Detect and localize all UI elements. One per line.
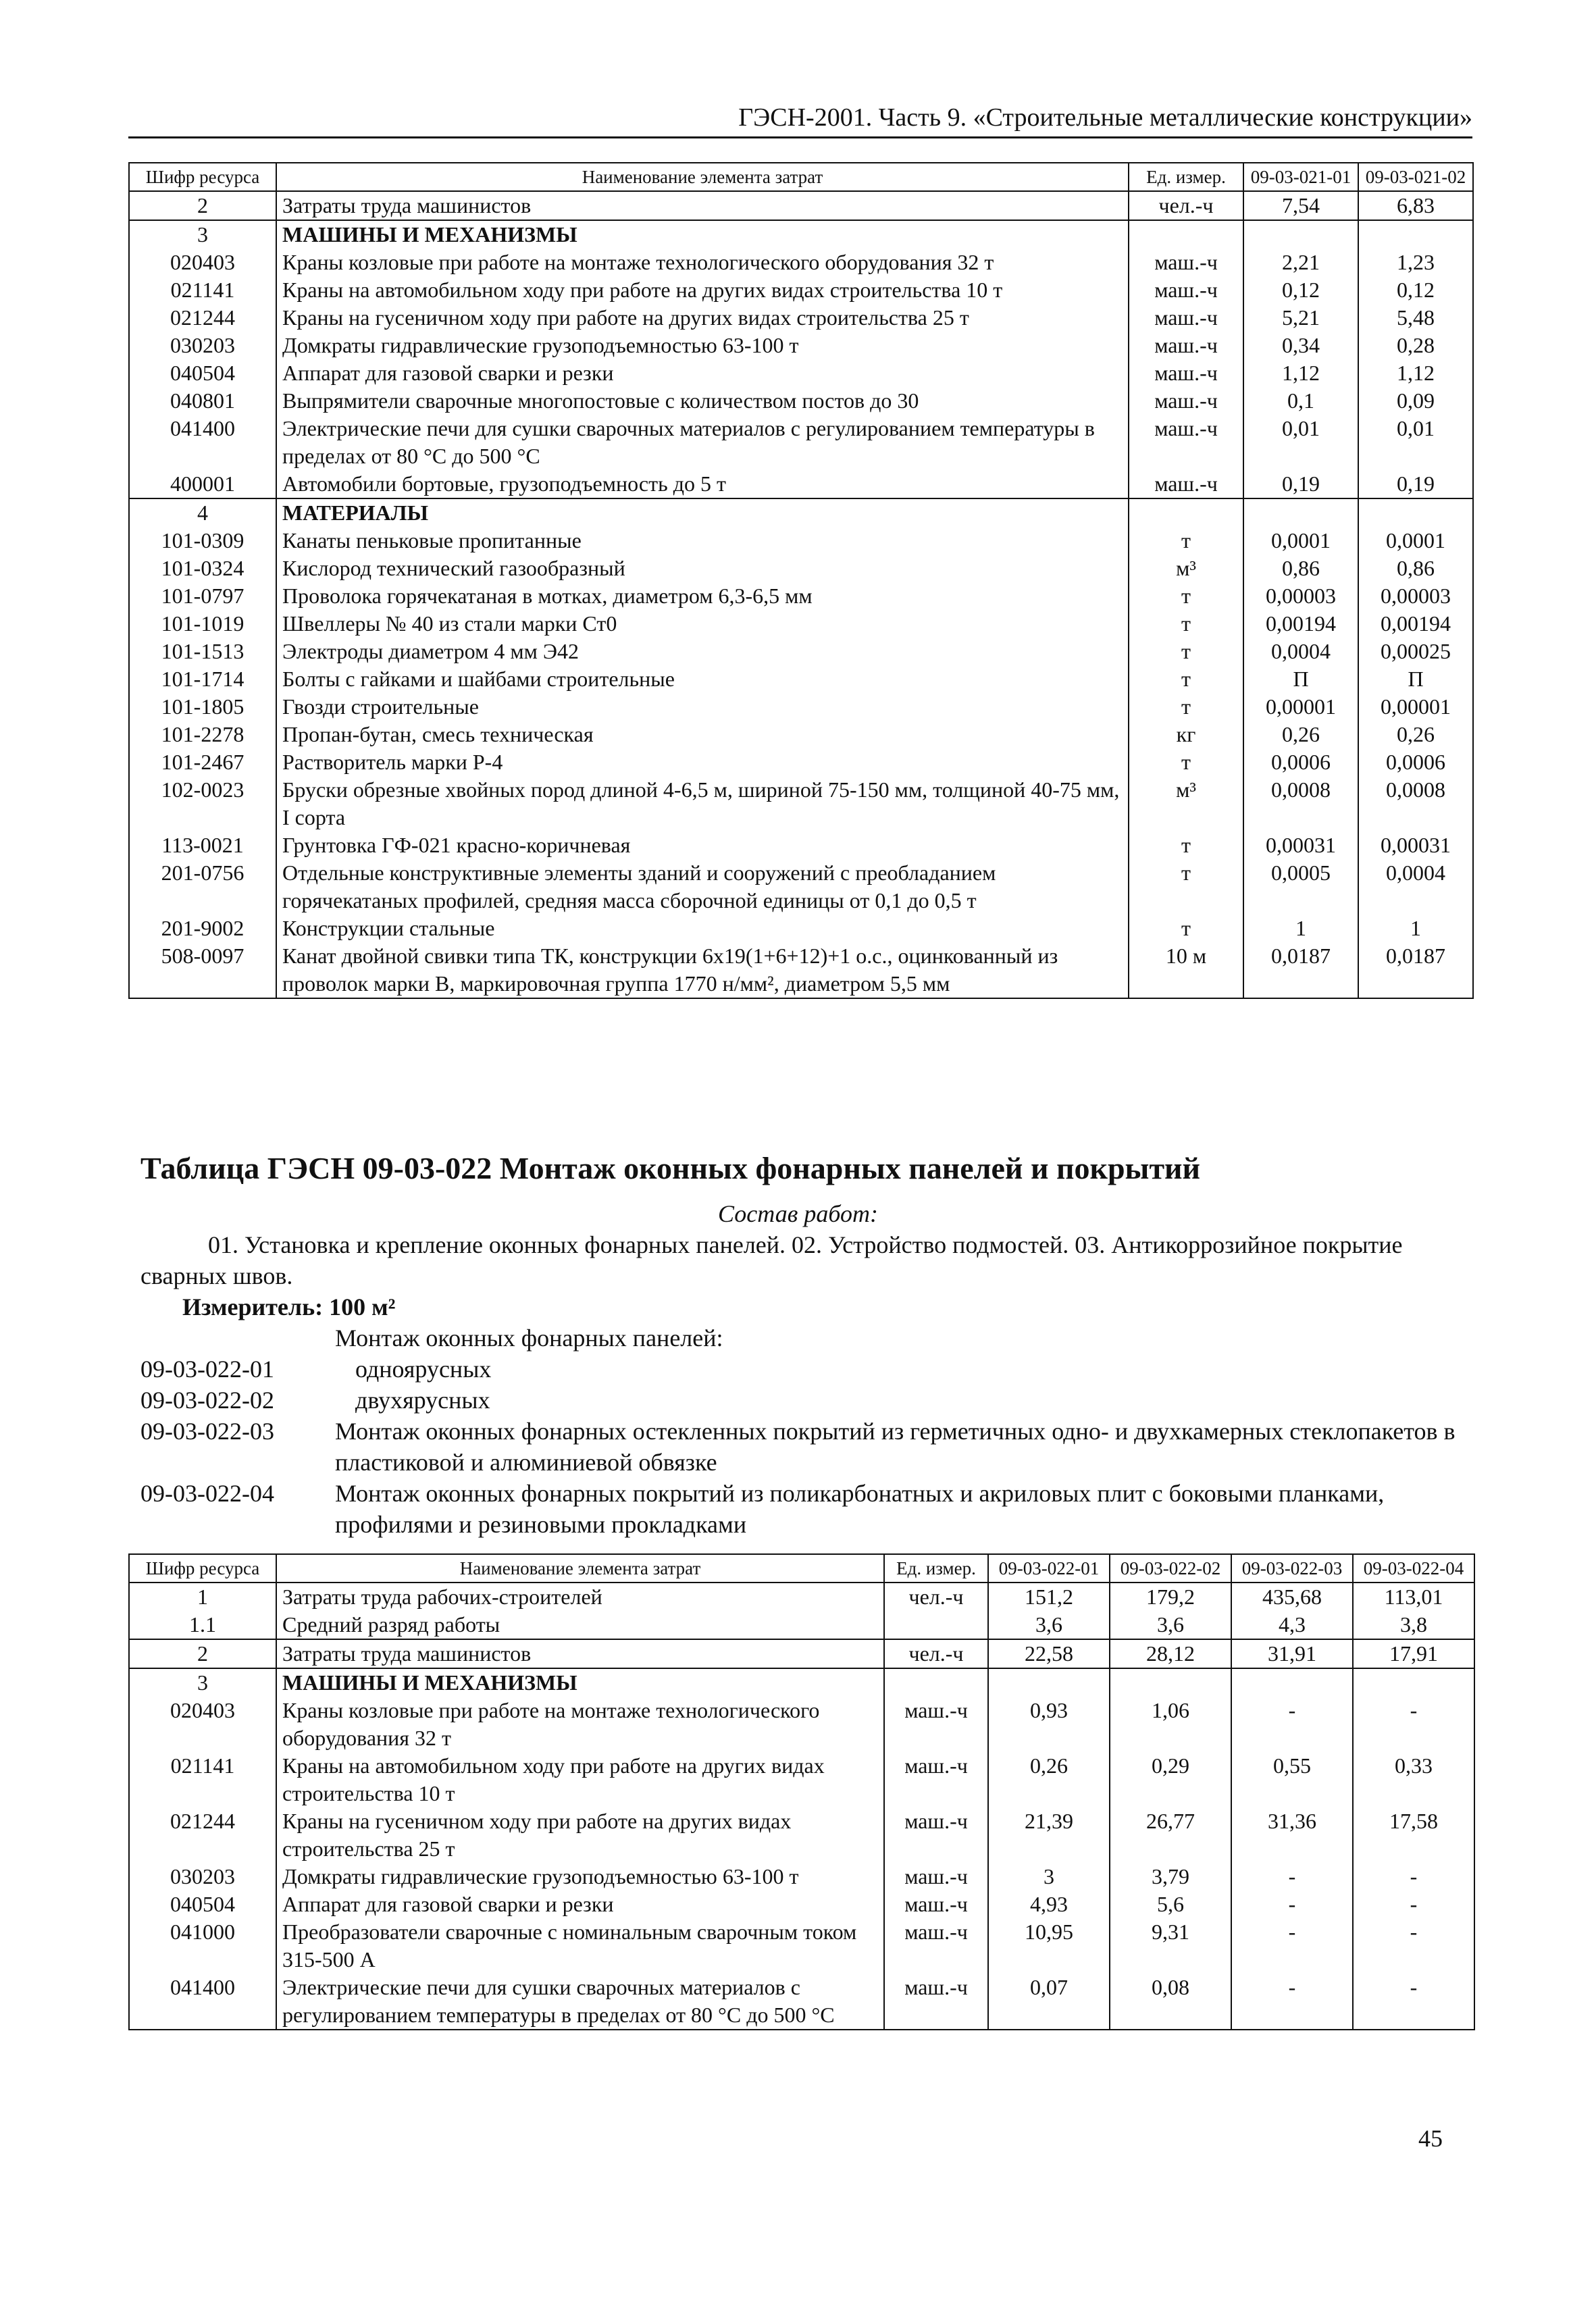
- norm-value-cell: 0,93: [988, 1697, 1110, 1752]
- unit-cell: маш.-ч: [884, 1752, 988, 1807]
- unit-cell: маш.-ч: [1129, 387, 1243, 415]
- norm-value-cell: 0,29: [1110, 1752, 1231, 1807]
- norm-value-cell: 0,86: [1243, 555, 1358, 582]
- norm-value-cell: 4,93: [988, 1891, 1110, 1918]
- resource-code-cell: 101-1805: [129, 693, 276, 721]
- norm-value-cell: 1,12: [1358, 359, 1473, 387]
- unit-cell: т: [1129, 582, 1243, 610]
- table-row: [129, 915, 1473, 942]
- resource-code-cell: 201-0756: [129, 859, 276, 915]
- norm-code: 09-03-022-04: [140, 1480, 274, 1507]
- unit-of-measure: Измеритель: 100 м²: [182, 1293, 396, 1320]
- norm-value-cell: 0,0187: [1358, 942, 1473, 998]
- norm-value-cell: 0,0187: [1243, 942, 1358, 998]
- norm-value-cell: [1243, 220, 1358, 249]
- cost-element-cell: Средний разряд работы: [276, 1611, 884, 1639]
- unit-cell: т: [1129, 831, 1243, 859]
- resource-code-cell: 101-1714: [129, 665, 276, 693]
- table-body: [129, 1583, 1474, 2030]
- norm-value-cell: 0,00003: [1358, 582, 1473, 610]
- unit-cell: маш.-ч: [1129, 415, 1243, 470]
- norm-value-cell: -: [1231, 1918, 1353, 1974]
- cost-element-cell: Бруски обрезные хвойных пород длиной 4-6,5 м, шириной 75-150 мм, толщиной 40-75 мм, I сорта: [276, 776, 1129, 831]
- table-section-title: Таблица ГЭСН 09-03-022 Монтаж оконных фонарных панелей и покрытий: [140, 1151, 1201, 1185]
- cost-element-cell: Болты с гайками и шайбами строительные: [276, 665, 1129, 693]
- norm-value-cell: 0,00001: [1243, 693, 1358, 721]
- resource-code-cell: 3: [129, 1668, 276, 1697]
- table-body: [129, 191, 1473, 998]
- unit-cell: маш.-ч: [884, 1697, 988, 1752]
- unit-cell: чел.-ч: [1129, 191, 1243, 220]
- resource-code-cell: 040801: [129, 387, 276, 415]
- table-row: [129, 1918, 1474, 1974]
- norm-value-cell: 0,0001: [1243, 527, 1358, 555]
- norm-value-cell: [1110, 1668, 1231, 1697]
- resource-code-cell: 030203: [129, 332, 276, 359]
- col-header-code: Шифр ресурса: [129, 1554, 276, 1583]
- norm-value-cell: 0,28: [1358, 332, 1473, 359]
- cost-element-cell: Электрические печи для сушки сварочных материалов с регулированием температуры в пределах от 80 °С до 500 °С: [276, 415, 1129, 470]
- page-header-title: ГЭСН-2001. Часть 9. «Строительные металлические конструкции»: [738, 103, 1472, 132]
- resource-code-cell: 400001: [129, 470, 276, 498]
- cost-element-cell: Краны на гусеничном ходу при работе на других видах строительства 25 т: [276, 1807, 884, 1863]
- unit-cell: маш.-ч: [1129, 359, 1243, 387]
- cost-element-cell: Канаты пеньковые пропитанные: [276, 527, 1129, 555]
- norm-value-cell: 3,6: [1110, 1611, 1231, 1639]
- norm-value-cell: 0,12: [1243, 276, 1358, 304]
- norm-value-cell: 0,00194: [1358, 610, 1473, 638]
- table-header-row: [129, 163, 1473, 191]
- resource-code-cell: 3: [129, 220, 276, 249]
- norm-value-cell: 435,68: [1231, 1583, 1353, 1611]
- page-header: [128, 101, 1472, 138]
- unit-cell: т: [1129, 527, 1243, 555]
- resource-code-cell: 4: [129, 498, 276, 527]
- norm-code-description: Монтаж оконных фонарных панелей:: [335, 1325, 723, 1352]
- cost-element-cell: Краны на гусеничном ходу при работе на других видах строительства 25 т: [276, 304, 1129, 332]
- resource-code-cell: 020403: [129, 1697, 276, 1752]
- norm-value-cell: [988, 1668, 1110, 1697]
- norm-value-cell: 31,91: [1231, 1639, 1353, 1668]
- table-row: [129, 1863, 1474, 1891]
- resource-code-cell: 040504: [129, 1891, 276, 1918]
- unit-cell: маш.-ч: [1129, 276, 1243, 304]
- norm-code: 09-03-022-02: [140, 1387, 274, 1414]
- norm-value-cell: 0,00031: [1358, 831, 1473, 859]
- cost-element-cell: Пропан-бутан, смесь техническая: [276, 721, 1129, 748]
- norm-code-description: двухярусных: [355, 1387, 490, 1414]
- unit-cell: маш.-ч: [1129, 332, 1243, 359]
- cost-element-cell: Автомобили бортовые, грузоподъемность до 5 т: [276, 470, 1129, 498]
- norm-value-cell: 0,0008: [1243, 776, 1358, 831]
- unit-cell: т: [1129, 665, 1243, 693]
- resource-code-cell: 2: [129, 1639, 276, 1668]
- resource-code-cell: 101-0324: [129, 555, 276, 582]
- unit-cell: т: [1129, 859, 1243, 915]
- cost-element-cell: Гвозди строительные: [276, 693, 1129, 721]
- cost-element-cell: Грунтовка ГФ-021 красно-коричневая: [276, 831, 1129, 859]
- resource-code-cell: 021141: [129, 1752, 276, 1807]
- composition-heading: Состав работ:: [718, 1200, 878, 1227]
- resource-code-cell: 040504: [129, 359, 276, 387]
- unit-cell: м³: [1129, 776, 1243, 831]
- resource-code-cell: 101-1513: [129, 638, 276, 665]
- cost-element-cell: Выпрямители сварочные многопостовые с количеством постов до 30: [276, 387, 1129, 415]
- norm-value-cell: 1: [1358, 915, 1473, 942]
- norm-value-cell: 113,01: [1353, 1583, 1474, 1611]
- norm-value-cell: [1231, 1668, 1353, 1697]
- norm-code-row: [140, 1354, 1478, 1385]
- cost-element-cell: Электроды диаметром 4 мм Э42: [276, 638, 1129, 665]
- norm-value-cell: -: [1353, 1697, 1474, 1752]
- norm-value-cell: 10,95: [988, 1918, 1110, 1974]
- norm-value-cell: 0,00031: [1243, 831, 1358, 859]
- norm-value-cell: [1358, 220, 1473, 249]
- table-row: [129, 1807, 1474, 1863]
- norm-value-cell: 21,39: [988, 1807, 1110, 1863]
- norm-value-cell: 0,00003: [1243, 582, 1358, 610]
- table-row: [129, 1891, 1474, 1918]
- unit-cell: [884, 1611, 988, 1639]
- cost-element-cell: Аппарат для газовой сварки и резки: [276, 1891, 884, 1918]
- table-row: [129, 555, 1473, 582]
- table-row: [129, 1752, 1474, 1807]
- cost-element-cell: Домкраты гидравлические грузоподъемностью 63-100 т: [276, 332, 1129, 359]
- norm-value-cell: 5,21: [1243, 304, 1358, 332]
- cost-element-cell: Канат двойной свивки типа ТК, конструкции 6х19(1+6+12)+1 о.с., оцинкованный из проволок марки В, маркировочная группа 1770 н/мм², диаметром 5,5 мм: [276, 942, 1129, 998]
- resource-code-cell: 1: [129, 1583, 276, 1611]
- table-row: [129, 638, 1473, 665]
- resource-table-021: [128, 162, 1474, 999]
- table-row: [129, 582, 1473, 610]
- unit-cell: маш.-ч: [1129, 470, 1243, 498]
- norm-value-cell: -: [1353, 1863, 1474, 1891]
- unit-cell: м³: [1129, 555, 1243, 582]
- table-row: [129, 721, 1473, 748]
- cost-element-cell: Проволока горячекатаная в мотках, диаметром 6,3-6,5 мм: [276, 582, 1129, 610]
- norm-value-cell: -: [1231, 1697, 1353, 1752]
- unit-cell: чел.-ч: [884, 1583, 988, 1611]
- norm-value-cell: П: [1358, 665, 1473, 693]
- norm-code: 09-03-022-01: [140, 1356, 274, 1383]
- resource-code-cell: 508-0097: [129, 942, 276, 998]
- norm-value-cell: -: [1353, 1918, 1474, 1974]
- norm-value-cell: [1358, 498, 1473, 527]
- norm-value-cell: 0,86: [1358, 555, 1473, 582]
- cost-element-cell: Краны на автомобильном ходу при работе на других видах строительства 10 т: [276, 276, 1129, 304]
- resource-code-cell: 021141: [129, 276, 276, 304]
- table-row: [129, 831, 1473, 859]
- norm-value-cell: 1,12: [1243, 359, 1358, 387]
- norm-value-cell: -: [1353, 1974, 1474, 2030]
- cost-element-cell: Краны козловые при работе на монтаже технологического оборудования 32 т: [276, 249, 1129, 276]
- resource-code-cell: 030203: [129, 1863, 276, 1891]
- norm-value-cell: 0,00001: [1358, 693, 1473, 721]
- norm-value-cell: 3,6: [988, 1611, 1110, 1639]
- table-header-row: [129, 1554, 1474, 1583]
- norm-value-cell: 0,00194: [1243, 610, 1358, 638]
- cost-element-cell: Электрические печи для сушки сварочных материалов с регулированием температуры в пределах от 80 °С до 500 °С: [276, 1974, 884, 2030]
- cost-element-cell: Швеллеры № 40 из стали марки Ст0: [276, 610, 1129, 638]
- norm-value-cell: 0,19: [1243, 470, 1358, 498]
- unit-cell: маш.-ч: [1129, 249, 1243, 276]
- resource-code-cell: 020403: [129, 249, 276, 276]
- resource-code-cell: 021244: [129, 304, 276, 332]
- unit-cell: [884, 1668, 988, 1697]
- unit-cell: т: [1129, 693, 1243, 721]
- norm-value-cell: 3: [988, 1863, 1110, 1891]
- table-row: [129, 859, 1473, 915]
- resource-code-cell: 101-2467: [129, 748, 276, 776]
- table-row: [129, 359, 1473, 387]
- col-header-norm: 09-03-021-01: [1243, 163, 1358, 191]
- norm-value-cell: 151,2: [988, 1583, 1110, 1611]
- table-row: [129, 249, 1473, 276]
- norm-value-cell: 0,0004: [1358, 859, 1473, 915]
- unit-cell: маш.-ч: [884, 1807, 988, 1863]
- cost-element-cell: Аппарат для газовой сварки и резки: [276, 359, 1129, 387]
- col-header-unit: Ед. измер.: [884, 1554, 988, 1583]
- table-row: [129, 220, 1473, 249]
- resource-code-cell: 102-0023: [129, 776, 276, 831]
- resource-code-cell: 101-2278: [129, 721, 276, 748]
- norm-code-row: [140, 1385, 1478, 1416]
- norm-value-cell: 5,6: [1110, 1891, 1231, 1918]
- table-row: [129, 470, 1473, 498]
- norm-value-cell: -: [1231, 1863, 1353, 1891]
- unit-cell: маш.-ч: [884, 1974, 988, 2030]
- norm-value-cell: 0,19: [1358, 470, 1473, 498]
- table-row: [129, 276, 1473, 304]
- cost-element-cell: Конструкции стальные: [276, 915, 1129, 942]
- col-header-norm: 09-03-022-02: [1110, 1554, 1231, 1583]
- norm-value-cell: 0,12: [1358, 276, 1473, 304]
- norm-value-cell: 0,0001: [1358, 527, 1473, 555]
- resource-code-cell: 201-9002: [129, 915, 276, 942]
- norm-value-cell: 0,1: [1243, 387, 1358, 415]
- norm-value-cell: 0,0006: [1243, 748, 1358, 776]
- norm-code: 09-03-022-03: [140, 1418, 274, 1445]
- norm-value-cell: П: [1243, 665, 1358, 693]
- table-row: [129, 665, 1473, 693]
- norm-value-cell: 0,0004: [1243, 638, 1358, 665]
- table-row: [129, 415, 1473, 470]
- norm-code-row: [140, 1478, 1478, 1540]
- table-row: [129, 693, 1473, 721]
- table-row: [129, 610, 1473, 638]
- unit-cell: т: [1129, 638, 1243, 665]
- cost-element-cell: МАШИНЫ И МЕХАНИЗМЫ: [276, 1668, 884, 1697]
- resource-code-cell: 021244: [129, 1807, 276, 1863]
- col-header-name: Наименование элемента затрат: [276, 1554, 884, 1583]
- resource-code-cell: 101-1019: [129, 610, 276, 638]
- norm-value-cell: 0,26: [988, 1752, 1110, 1807]
- table-row: [129, 942, 1473, 998]
- norm-value-cell: 2,21: [1243, 249, 1358, 276]
- norm-value-cell: 0,08: [1110, 1974, 1231, 2030]
- resource-code-cell: 101-0797: [129, 582, 276, 610]
- norm-value-cell: 6,83: [1358, 191, 1473, 220]
- col-header-norm: 09-03-022-03: [1231, 1554, 1353, 1583]
- norm-value-cell: 1,06: [1110, 1697, 1231, 1752]
- resource-code-cell: 1.1: [129, 1611, 276, 1639]
- table-row: [129, 1697, 1474, 1752]
- norm-value-cell: 0,26: [1358, 721, 1473, 748]
- table-row: [129, 1639, 1474, 1668]
- cost-element-cell: Преобразователи сварочные с номинальным сварочным током 315-500 А: [276, 1918, 884, 1974]
- norm-value-cell: 22,58: [988, 1639, 1110, 1668]
- norm-value-cell: 9,31: [1110, 1918, 1231, 1974]
- norm-value-cell: 0,0008: [1358, 776, 1473, 831]
- cost-element-cell: МАТЕРИАЛЫ: [276, 498, 1129, 527]
- resource-code-cell: 2: [129, 191, 276, 220]
- norm-code-description: одноярусных: [355, 1356, 492, 1383]
- norm-value-cell: 0,33: [1353, 1752, 1474, 1807]
- norm-code-description: Монтаж оконных фонарных остекленных покрытий из герметичных одно- и двухкамерных стеклопакетов в пластиковой и алюминиевой обвязке: [335, 1418, 1456, 1476]
- norm-value-cell: 7,54: [1243, 191, 1358, 220]
- norm-value-cell: 0,07: [988, 1974, 1110, 2030]
- table-row: [129, 332, 1473, 359]
- table-row: [129, 1611, 1474, 1639]
- resource-code-cell: 041000: [129, 1918, 276, 1974]
- cost-element-cell: Краны козловые при работе на монтаже технологического оборудования 32 т: [276, 1697, 884, 1752]
- unit-cell: 10 м: [1129, 942, 1243, 998]
- resource-code-cell: 041400: [129, 415, 276, 470]
- table-row: [129, 776, 1473, 831]
- norm-value-cell: [1243, 498, 1358, 527]
- norm-value-cell: [1353, 1668, 1474, 1697]
- resource-code-cell: 041400: [129, 1974, 276, 2030]
- cost-element-cell: Отдельные конструктивные элементы зданий и сооружений с преобладанием горячекатаных профилей, средняя масса сборочной единицы от 0,1 до 0,5 т: [276, 859, 1129, 915]
- norm-value-cell: 31,36: [1231, 1807, 1353, 1863]
- page-number: 45: [1418, 2125, 1443, 2152]
- norm-value-cell: 4,3: [1231, 1611, 1353, 1639]
- works-list: 01. Установка и крепление оконных фонарных панелей. 02. Устройство подмостей. 03. Антикоррозийное покрытие сварных швов.: [140, 1231, 1403, 1289]
- unit-cell: т: [1129, 748, 1243, 776]
- col-header-norm: 09-03-021-02: [1358, 163, 1473, 191]
- cost-element-cell: Кислород технический газообразный: [276, 555, 1129, 582]
- unit-cell: маш.-ч: [1129, 304, 1243, 332]
- norm-value-cell: 0,01: [1243, 415, 1358, 470]
- table-row: [129, 1583, 1474, 1611]
- col-header-name: Наименование элемента затрат: [276, 163, 1129, 191]
- norm-value-cell: 17,58: [1353, 1807, 1474, 1863]
- norm-value-cell: 0,26: [1243, 721, 1358, 748]
- norm-value-cell: 179,2: [1110, 1583, 1231, 1611]
- cost-element-cell: МАШИНЫ И МЕХАНИЗМЫ: [276, 220, 1129, 249]
- norm-code-row: [140, 1322, 1478, 1354]
- table-row: [129, 387, 1473, 415]
- cost-element-cell: Затраты труда машинистов: [276, 191, 1129, 220]
- unit-cell: [1129, 498, 1243, 527]
- norm-code-list: [140, 1322, 1478, 1540]
- norm-value-cell: 5,48: [1358, 304, 1473, 332]
- resource-code-cell: 113-0021: [129, 831, 276, 859]
- norm-value-cell: 0,00025: [1358, 638, 1473, 665]
- norm-value-cell: 28,12: [1110, 1639, 1231, 1668]
- resource-table-022: [128, 1553, 1475, 2030]
- norm-value-cell: 0,0006: [1358, 748, 1473, 776]
- unit-cell: маш.-ч: [884, 1863, 988, 1891]
- col-header-norm: 09-03-022-04: [1353, 1554, 1474, 1583]
- norm-code-row: [140, 1416, 1478, 1478]
- cost-element-cell: Затраты труда машинистов: [276, 1639, 884, 1668]
- norm-value-cell: 0,55: [1231, 1752, 1353, 1807]
- table-row: [129, 748, 1473, 776]
- cost-element-cell: Домкраты гидравлические грузоподъемностью 63-100 т: [276, 1863, 884, 1891]
- norm-code-description: Монтаж оконных фонарных покрытий из поликарбонатных и акриловых плит с боковыми планками, профилями и резиновыми прокладками: [335, 1480, 1385, 1538]
- table-row: [129, 191, 1473, 220]
- unit-cell: маш.-ч: [884, 1891, 988, 1918]
- norm-value-cell: 1,23: [1358, 249, 1473, 276]
- norm-value-cell: 0,09: [1358, 387, 1473, 415]
- norm-value-cell: 0,0005: [1243, 859, 1358, 915]
- table-row: [129, 304, 1473, 332]
- norm-value-cell: -: [1231, 1891, 1353, 1918]
- norm-value-cell: 17,91: [1353, 1639, 1474, 1668]
- norm-value-cell: 0,01: [1358, 415, 1473, 470]
- table-row: [129, 1668, 1474, 1697]
- norm-value-cell: 3,79: [1110, 1863, 1231, 1891]
- unit-cell: т: [1129, 610, 1243, 638]
- unit-cell: маш.-ч: [884, 1918, 988, 1974]
- norm-code: [140, 1322, 335, 1354]
- cost-element-cell: Растворитель марки Р-4: [276, 748, 1129, 776]
- norm-value-cell: -: [1231, 1974, 1353, 2030]
- table-row: [129, 1974, 1474, 2030]
- resource-code-cell: 101-0309: [129, 527, 276, 555]
- norm-value-cell: 26,77: [1110, 1807, 1231, 1863]
- col-header-code: Шифр ресурса: [129, 163, 276, 191]
- cost-element-cell: Затраты труда рабочих-строителей: [276, 1583, 884, 1611]
- unit-cell: [1129, 220, 1243, 249]
- norm-value-cell: -: [1353, 1891, 1474, 1918]
- col-header-unit: Ед. измер.: [1129, 163, 1243, 191]
- norm-value-cell: 0,34: [1243, 332, 1358, 359]
- unit-cell: кг: [1129, 721, 1243, 748]
- norm-value-cell: 3,8: [1353, 1611, 1474, 1639]
- col-header-norm: 09-03-022-01: [988, 1554, 1110, 1583]
- norm-value-cell: 1: [1243, 915, 1358, 942]
- cost-element-cell: Краны на автомобильном ходу при работе на других видах строительства 10 т: [276, 1752, 884, 1807]
- unit-cell: т: [1129, 915, 1243, 942]
- table-row: [129, 498, 1473, 527]
- unit-cell: чел.-ч: [884, 1639, 988, 1668]
- table-row: [129, 527, 1473, 555]
